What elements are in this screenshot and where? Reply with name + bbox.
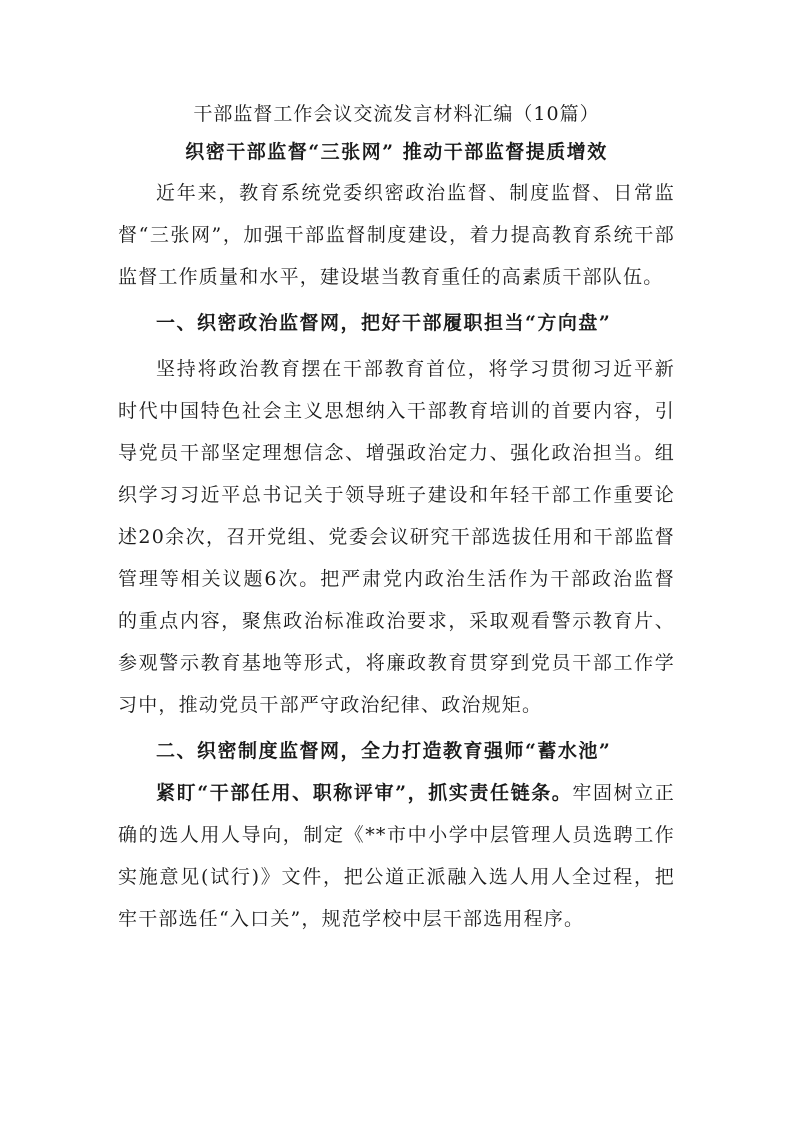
section-1-heading: 一、织密政治监督网，把好干部履职担当“方向盘” <box>156 312 612 334</box>
document-title: 干部监督工作会议交流发言材料汇编（10篇） <box>193 103 600 125</box>
intro-paragraph: 近年来，教育系统党委织密政治监督、制度监督、日常监督“三张网”，加强干部监督制度建设，着力提高教育系统干部监督工作质量和水平，建设堪当教育重任的高素质干部队伍。 <box>118 182 675 288</box>
section-1-body: 坚持将政治教育摆在干部教育首位，将学习贯彻习近平新时代中国特色社会主义思想纳入干部教育培训的首要内容，引导党员干部坚定理想信念、增强政治定力、强化政治担当。组织学习习近平总书记关于领导班子建设和年轻干部工作重要论述20余次，召开党组、党委会议研究干部选拔任用和干部监督管理等相关议题6次。把严肃党内政治生活作为干部政治监督的重点内容，聚焦政治标准政治要求，采取观看警示教育片、参观警示教育基地等形式，将廉政教育贯穿到党员干部工作学习中，推动党员干部严守政治纪律、政治规矩。 <box>118 358 675 716</box>
document-subtitle: 织密干部监督“三张网” 推动干部监督提质增效 <box>185 141 608 163</box>
section-2-heading: 二、织密制度监督网，全力打造教育强师“蓄水池” <box>156 740 612 762</box>
section-2-paragraph <box>118 772 675 940</box>
section-2-lead: 紧盯“干部任用、职称评审”，抓实责任链条。 <box>156 782 573 804</box>
section-2-body: 牢固树立正确的选人用人导向，制定《**市中小学中层管理人员选聘工作实施意见(试行)》文件，把公道正派融入选人用人全过程，把牢干部选任“入口关”，规范学校中层干部选用程序。 <box>118 782 675 930</box>
